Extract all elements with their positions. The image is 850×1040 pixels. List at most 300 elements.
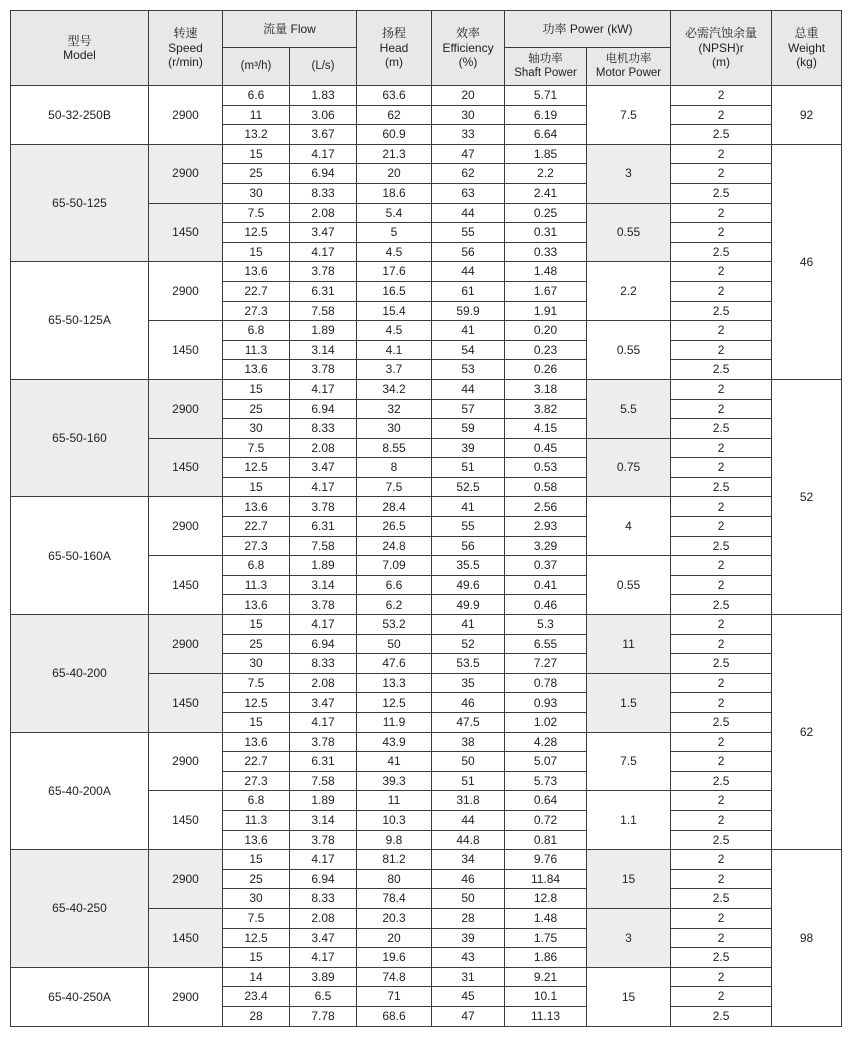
efficiency-cell: 45 — [432, 987, 505, 1007]
shaft-power-header-en: Shaft Power — [514, 66, 577, 79]
efficiency-cell: 43 — [432, 948, 505, 968]
npsh-cell: 2 — [671, 987, 772, 1007]
efficiency-cell: 34 — [432, 850, 505, 870]
efficiency-cell: 46 — [432, 693, 505, 713]
shaft-power-cell: 11.13 — [505, 1006, 587, 1026]
flow-m3h-cell: 7.5 — [223, 203, 290, 223]
flow-m3h-cell: 30 — [223, 183, 290, 203]
flow-ls-cell: 3.14 — [290, 340, 357, 360]
flow-m3h-cell: 11.3 — [223, 575, 290, 595]
flow-m3h-cell: 27.3 — [223, 771, 290, 791]
flow-ls-cell: 3.06 — [290, 105, 357, 125]
efficiency-cell: 39 — [432, 438, 505, 458]
shaft-power-cell: 0.31 — [505, 223, 587, 243]
shaft-power-cell: 0.46 — [505, 595, 587, 615]
npsh-cell: 2 — [671, 399, 772, 419]
table-body — [11, 86, 842, 1027]
flow-ls-cell: 4.17 — [290, 948, 357, 968]
flow-m3h-cell: 15 — [223, 615, 290, 635]
shaft-power-cell: 0.23 — [505, 340, 587, 360]
efficiency-cell: 63 — [432, 183, 505, 203]
flow-m3h-cell: 27.3 — [223, 301, 290, 321]
head-cell: 47.6 — [357, 654, 432, 674]
weight-cell: 52 — [772, 379, 842, 614]
speed-cell: 2900 — [149, 732, 223, 791]
efficiency-cell: 49.6 — [432, 575, 505, 595]
table-row — [11, 615, 842, 635]
efficiency-cell: 54 — [432, 340, 505, 360]
flow-ls-cell: 1.89 — [290, 791, 357, 811]
flow-m3h-cell: 11 — [223, 105, 290, 125]
head-cell: 21.3 — [357, 144, 432, 164]
head-cell: 3.7 — [357, 360, 432, 380]
flow-m3h-cell: 12.5 — [223, 928, 290, 948]
head-cell: 6.6 — [357, 575, 432, 595]
motor-power-cell: 4 — [587, 497, 671, 556]
flow-m3h-cell: 7.5 — [223, 673, 290, 693]
motor-power-cell: 0.55 — [587, 321, 671, 380]
flow-m3h-cell: 25 — [223, 164, 290, 184]
motor-power-cell: 15 — [587, 967, 671, 1026]
speed-cell: 1450 — [149, 791, 223, 850]
model-cell: 65-50-125 — [11, 144, 149, 262]
head-cell: 4.5 — [357, 242, 432, 262]
motor-power-header — [587, 48, 671, 86]
npsh-cell: 2 — [671, 164, 772, 184]
flow-ls-cell: 6.94 — [290, 869, 357, 889]
shaft-power-cell: 0.81 — [505, 830, 587, 850]
flow-ls-cell: 8.33 — [290, 654, 357, 674]
shaft-power-cell: 5.07 — [505, 752, 587, 772]
speed-cell: 1450 — [149, 673, 223, 732]
speed-cell: 1450 — [149, 908, 223, 967]
shaft-power-cell: 1.67 — [505, 281, 587, 301]
flow-m3h-cell: 30 — [223, 654, 290, 674]
flow-m3h-cell: 13.6 — [223, 262, 290, 282]
shaft-power-cell: 0.45 — [505, 438, 587, 458]
flow-ls-cell: 3.14 — [290, 575, 357, 595]
model-cell: 65-50-160A — [11, 497, 149, 615]
flow-header: 流量 Flow — [223, 11, 357, 48]
npsh-cell: 2.5 — [671, 477, 772, 497]
npsh-cell: 2.5 — [671, 1006, 772, 1026]
flow-m3h-cell: 30 — [223, 889, 290, 909]
flow-m3h-cell: 6.8 — [223, 321, 290, 341]
shaft-power-cell: 2.56 — [505, 497, 587, 517]
shaft-power-cell: 1.48 — [505, 908, 587, 928]
npsh-cell: 2 — [671, 379, 772, 399]
head-cell: 12.5 — [357, 693, 432, 713]
npsh-cell: 2.5 — [671, 419, 772, 439]
flow-ls-cell: 8.33 — [290, 889, 357, 909]
table-row — [11, 967, 842, 987]
speed-cell: 2900 — [149, 379, 223, 438]
shaft-power-cell: 0.53 — [505, 458, 587, 478]
shaft-power-cell: 2.2 — [505, 164, 587, 184]
table-row — [11, 262, 842, 282]
flow-ls-cell: 3.78 — [290, 497, 357, 517]
efficiency-cell: 50 — [432, 752, 505, 772]
flow-ls-cell: 3.47 — [290, 223, 357, 243]
efficiency-cell: 61 — [432, 281, 505, 301]
shaft-power-cell: 1.85 — [505, 144, 587, 164]
head-cell: 20 — [357, 164, 432, 184]
shaft-power-cell: 5.73 — [505, 771, 587, 791]
head-cell: 19.6 — [357, 948, 432, 968]
efficiency-cell: 52 — [432, 634, 505, 654]
efficiency-header-cn: 效率 — [456, 26, 481, 41]
shaft-power-cell: 0.64 — [505, 791, 587, 811]
shaft-power-cell: 6.55 — [505, 634, 587, 654]
power-header: 功率 Power (kW) — [505, 11, 671, 48]
shaft-power-cell: 2.93 — [505, 517, 587, 537]
npsh-cell: 2 — [671, 556, 772, 576]
npsh-cell: 2.5 — [671, 301, 772, 321]
flow-m3h-cell: 6.6 — [223, 86, 290, 106]
shaft-power-cell: 7.27 — [505, 654, 587, 674]
npsh-cell: 2 — [671, 144, 772, 164]
motor-power-header-en: Motor Power — [595, 66, 662, 79]
head-header-cn: 扬程 — [382, 26, 407, 41]
npsh-cell: 2 — [671, 967, 772, 987]
speed-header-unit: (r/min) — [168, 55, 203, 70]
efficiency-cell: 51 — [432, 771, 505, 791]
head-cell: 6.2 — [357, 595, 432, 615]
speed-cell: 2900 — [149, 615, 223, 674]
shaft-power-cell: 3.29 — [505, 536, 587, 556]
flow-m3h-cell: 7.5 — [223, 438, 290, 458]
head-cell: 7.09 — [357, 556, 432, 576]
efficiency-cell: 44 — [432, 203, 505, 223]
flow-ls-cell: 2.08 — [290, 203, 357, 223]
shaft-power-cell: 1.02 — [505, 713, 587, 733]
weight-cell: 46 — [772, 144, 842, 379]
efficiency-cell: 44.8 — [432, 830, 505, 850]
flow-ls-cell: 6.5 — [290, 987, 357, 1007]
npsh-cell: 2 — [671, 458, 772, 478]
efficiency-cell: 35 — [432, 673, 505, 693]
efficiency-cell: 55 — [432, 517, 505, 537]
shaft-power-cell: 3.82 — [505, 399, 587, 419]
table-row — [11, 144, 842, 164]
head-cell: 20.3 — [357, 908, 432, 928]
head-cell: 81.2 — [357, 850, 432, 870]
npsh-cell: 2.5 — [671, 889, 772, 909]
head-cell: 34.2 — [357, 379, 432, 399]
shaft-power-cell: 1.48 — [505, 262, 587, 282]
shaft-power-cell: 0.58 — [505, 477, 587, 497]
npsh-cell: 2 — [671, 203, 772, 223]
head-cell: 43.9 — [357, 732, 432, 752]
head-cell: 9.8 — [357, 830, 432, 850]
head-cell: 30 — [357, 419, 432, 439]
flow-ls-cell: 6.94 — [290, 634, 357, 654]
shaft-power-cell: 0.20 — [505, 321, 587, 341]
flow-m3h-cell: 12.5 — [223, 458, 290, 478]
motor-power-cell: 0.75 — [587, 438, 671, 497]
flow-m3h-cell: 15 — [223, 477, 290, 497]
npsh-cell: 2.5 — [671, 125, 772, 145]
flow-m3h-cell: 25 — [223, 869, 290, 889]
efficiency-cell: 55 — [432, 223, 505, 243]
weight-header-cn: 总重 — [794, 26, 819, 41]
model-cell: 65-50-125A — [11, 262, 149, 380]
flow-m3h-cell: 12.5 — [223, 693, 290, 713]
motor-power-cell: 3 — [587, 144, 671, 203]
flow-ls-cell: 1.89 — [290, 556, 357, 576]
npsh-cell: 2 — [671, 869, 772, 889]
efficiency-cell: 31 — [432, 967, 505, 987]
flow-ls-cell: 4.17 — [290, 379, 357, 399]
shaft-power-cell: 0.78 — [505, 673, 587, 693]
shaft-power-header — [505, 48, 587, 86]
head-header-unit: (m) — [385, 55, 404, 70]
head-cell: 74.8 — [357, 967, 432, 987]
weight-cell: 92 — [772, 86, 842, 145]
table-row — [11, 497, 842, 517]
efficiency-cell: 20 — [432, 86, 505, 106]
flow-ls-cell: 7.58 — [290, 771, 357, 791]
npsh-cell: 2 — [671, 497, 772, 517]
efficiency-cell: 57 — [432, 399, 505, 419]
speed-cell: 1450 — [149, 556, 223, 615]
speed-cell: 2900 — [149, 262, 223, 321]
efficiency-cell: 38 — [432, 732, 505, 752]
shaft-power-cell: 11.84 — [505, 869, 587, 889]
flow-ls-cell: 6.31 — [290, 752, 357, 772]
efficiency-cell: 59 — [432, 419, 505, 439]
speed-cell: 2900 — [149, 144, 223, 203]
efficiency-cell: 41 — [432, 497, 505, 517]
table-row — [11, 379, 842, 399]
shaft-power-cell: 1.91 — [505, 301, 587, 321]
flow-ls-cell: 3.67 — [290, 125, 357, 145]
head-cell: 5 — [357, 223, 432, 243]
flow-m3h-cell: 15 — [223, 242, 290, 262]
efficiency-cell: 44 — [432, 810, 505, 830]
npsh-cell: 2.5 — [671, 713, 772, 733]
npsh-cell: 2.5 — [671, 830, 772, 850]
flow-ls-cell: 3.47 — [290, 693, 357, 713]
efficiency-cell: 46 — [432, 869, 505, 889]
flow-ls-cell: 1.89 — [290, 321, 357, 341]
head-cell: 17.6 — [357, 262, 432, 282]
flow-m3h-cell: 22.7 — [223, 281, 290, 301]
efficiency-cell: 30 — [432, 105, 505, 125]
flow-m3h-cell: 13.2 — [223, 125, 290, 145]
flow-m3h-cell: 7.5 — [223, 908, 290, 928]
flow-ls-cell: 2.08 — [290, 673, 357, 693]
efficiency-cell: 50 — [432, 889, 505, 909]
npsh-cell: 2 — [671, 517, 772, 537]
motor-power-cell: 1.5 — [587, 673, 671, 732]
head-cell: 18.6 — [357, 183, 432, 203]
head-cell: 8 — [357, 458, 432, 478]
npsh-cell: 2 — [671, 908, 772, 928]
flow-m3h-cell: 30 — [223, 419, 290, 439]
head-cell: 24.8 — [357, 536, 432, 556]
flow-ls-cell: 2.08 — [290, 908, 357, 928]
weight-header — [772, 11, 842, 86]
npsh-cell: 2 — [671, 673, 772, 693]
speed-cell: 2900 — [149, 86, 223, 145]
flow-m3h-cell: 15 — [223, 713, 290, 733]
efficiency-cell: 33 — [432, 125, 505, 145]
head-cell: 8.55 — [357, 438, 432, 458]
flow-m3h-cell: 27.3 — [223, 536, 290, 556]
motor-power-cell: 5.5 — [587, 379, 671, 438]
npsh-cell: 2 — [671, 321, 772, 341]
efficiency-cell: 28 — [432, 908, 505, 928]
efficiency-cell: 56 — [432, 536, 505, 556]
shaft-power-cell: 3.18 — [505, 379, 587, 399]
shaft-power-cell: 5.3 — [505, 615, 587, 635]
efficiency-cell: 41 — [432, 321, 505, 341]
head-cell: 32 — [357, 399, 432, 419]
flow-m3h-cell: 22.7 — [223, 752, 290, 772]
head-cell: 28.4 — [357, 497, 432, 517]
weight-header-unit: (kg) — [796, 55, 817, 70]
motor-power-cell: 15 — [587, 850, 671, 909]
efficiency-cell: 47.5 — [432, 713, 505, 733]
flow-m3h-cell: 13.6 — [223, 732, 290, 752]
npsh-cell: 2.5 — [671, 771, 772, 791]
efficiency-cell: 59.9 — [432, 301, 505, 321]
flow-ls-cell: 8.33 — [290, 419, 357, 439]
motor-power-cell: 11 — [587, 615, 671, 674]
head-cell: 50 — [357, 634, 432, 654]
efficiency-cell: 47 — [432, 1006, 505, 1026]
flow-ls-cell: 4.17 — [290, 477, 357, 497]
efficiency-cell: 53.5 — [432, 654, 505, 674]
model-cell: 65-50-160 — [11, 379, 149, 497]
flow-ls-cell: 1.83 — [290, 86, 357, 106]
npsh-cell: 2 — [671, 634, 772, 654]
flow-ls-cell: 6.94 — [290, 399, 357, 419]
head-cell: 4.1 — [357, 340, 432, 360]
efficiency-header-unit: (%) — [458, 55, 478, 70]
flow-ls-cell: 6.31 — [290, 517, 357, 537]
flow-ls-cell: 3.47 — [290, 928, 357, 948]
efficiency-cell: 31.8 — [432, 791, 505, 811]
shaft-power-cell: 6.19 — [505, 105, 587, 125]
flow-ls-cell: 6.31 — [290, 281, 357, 301]
shaft-power-cell: 2.41 — [505, 183, 587, 203]
model-header — [11, 11, 149, 86]
shaft-power-cell: 0.25 — [505, 203, 587, 223]
efficiency-cell: 39 — [432, 928, 505, 948]
shaft-power-cell: 0.37 — [505, 556, 587, 576]
flow-ls-cell: 6.94 — [290, 164, 357, 184]
model-cell: 65-40-250A — [11, 967, 149, 1026]
npsh-header — [671, 11, 772, 86]
flow-m3h-cell: 14 — [223, 967, 290, 987]
npsh-cell: 2 — [671, 575, 772, 595]
shaft-power-cell: 9.21 — [505, 967, 587, 987]
efficiency-cell: 52.5 — [432, 477, 505, 497]
shaft-power-cell: 0.72 — [505, 810, 587, 830]
head-cell: 53.2 — [357, 615, 432, 635]
head-cell: 26.5 — [357, 517, 432, 537]
model-cell: 65-40-250 — [11, 850, 149, 968]
head-cell: 13.3 — [357, 673, 432, 693]
motor-power-header-cn: 电机功率 — [605, 52, 652, 65]
shaft-power-header-cn: 轴功率 — [528, 52, 563, 65]
head-cell: 16.5 — [357, 281, 432, 301]
head-cell: 11.9 — [357, 713, 432, 733]
speed-cell: 1450 — [149, 321, 223, 380]
npsh-cell: 2 — [671, 615, 772, 635]
motor-power-cell: 0.55 — [587, 556, 671, 615]
npsh-cell: 2 — [671, 281, 772, 301]
npsh-cell: 2 — [671, 223, 772, 243]
efficiency-cell: 53 — [432, 360, 505, 380]
npsh-cell: 2 — [671, 693, 772, 713]
flow-ls-cell: 4.17 — [290, 242, 357, 262]
head-cell: 15.4 — [357, 301, 432, 321]
npsh-cell: 2 — [671, 86, 772, 106]
head-cell: 10.3 — [357, 810, 432, 830]
flow-ls-cell: 2.08 — [290, 438, 357, 458]
efficiency-cell: 41 — [432, 615, 505, 635]
efficiency-cell: 35.5 — [432, 556, 505, 576]
table-row — [11, 86, 842, 106]
flow-m3h-cell: 13.6 — [223, 360, 290, 380]
flow-ls-cell: 3.78 — [290, 262, 357, 282]
flow-ls-cell: 3.78 — [290, 360, 357, 380]
model-cell: 65-40-200 — [11, 615, 149, 733]
npsh-cell: 2 — [671, 850, 772, 870]
efficiency-cell: 44 — [432, 262, 505, 282]
speed-cell: 2900 — [149, 967, 223, 1026]
speed-cell: 2900 — [149, 850, 223, 909]
flow-m3h-cell: 13.6 — [223, 830, 290, 850]
npsh-cell: 2 — [671, 810, 772, 830]
model-cell: 65-40-200A — [11, 732, 149, 850]
flow-ls-cell: 3.14 — [290, 810, 357, 830]
efficiency-cell: 49.9 — [432, 595, 505, 615]
model-header-cn: 型号 — [67, 33, 92, 48]
shaft-power-cell: 1.86 — [505, 948, 587, 968]
efficiency-cell: 62 — [432, 164, 505, 184]
npsh-cell: 2 — [671, 791, 772, 811]
npsh-cell: 2.5 — [671, 595, 772, 615]
flow-m3h-cell: 15 — [223, 850, 290, 870]
npsh-header-en: (NPSH)r — [698, 40, 744, 55]
head-cell: 5.4 — [357, 203, 432, 223]
head-header-en: Head — [379, 40, 409, 55]
npsh-cell: 2.5 — [671, 654, 772, 674]
flow-ls-cell: 4.17 — [290, 144, 357, 164]
shaft-power-cell: 0.26 — [505, 360, 587, 380]
head-cell: 11 — [357, 791, 432, 811]
pump-performance-table — [10, 10, 842, 1027]
shaft-power-cell: 0.33 — [505, 242, 587, 262]
flow-ls-cell: 3.78 — [290, 732, 357, 752]
npsh-cell: 2 — [671, 732, 772, 752]
flow-m3h-cell: 6.8 — [223, 791, 290, 811]
head-cell: 4.5 — [357, 321, 432, 341]
npsh-cell: 2.5 — [671, 242, 772, 262]
flow-ls-cell: 7.58 — [290, 301, 357, 321]
npsh-cell: 2 — [671, 262, 772, 282]
flow-m3h-cell: 15 — [223, 379, 290, 399]
model-cell: 50-32-250B — [11, 86, 149, 145]
flow-m3h-cell: 22.7 — [223, 517, 290, 537]
npsh-cell: 2.5 — [671, 536, 772, 556]
shaft-power-cell: 10.1 — [505, 987, 587, 1007]
shaft-power-cell: 1.75 — [505, 928, 587, 948]
